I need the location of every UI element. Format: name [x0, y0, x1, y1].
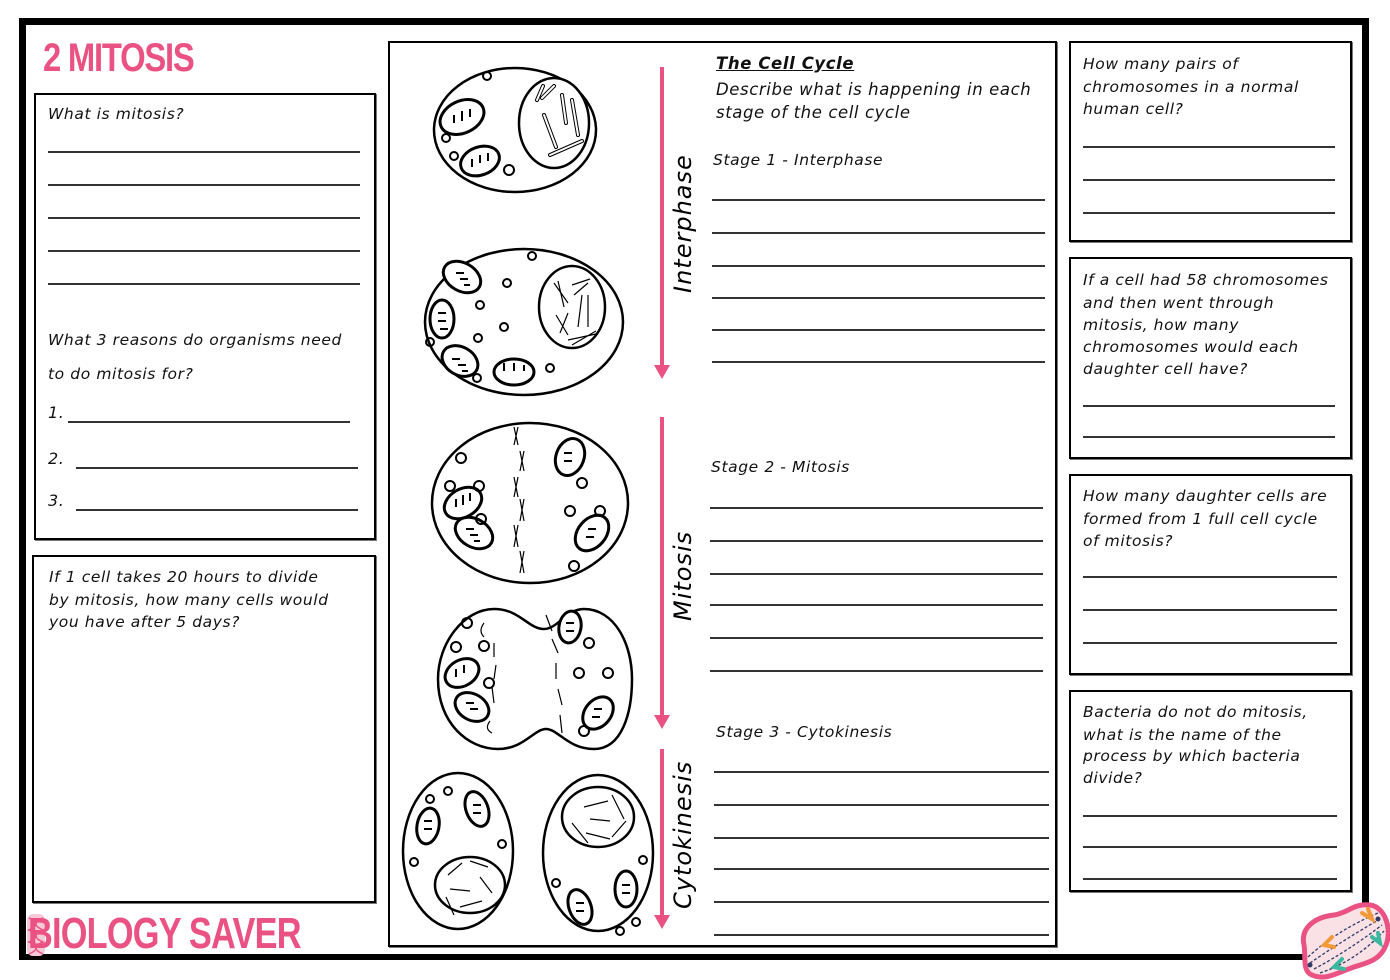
question-what-is-mitosis: What is mitosis? — [48, 105, 185, 123]
stage-2-label: Stage 2 - Mitosis — [711, 458, 850, 476]
answer-line[interactable] — [1083, 146, 1335, 148]
chromosome-count-box — [1069, 257, 1352, 459]
telophase-cell-diagram — [434, 603, 634, 753]
question-line: human cell? — [1083, 100, 1184, 118]
stage-3-answer-line[interactable] — [714, 934, 1049, 936]
reason-number-3: 3. — [48, 491, 65, 510]
problem-line-3: you have after 5 days? — [49, 613, 241, 631]
stage-1-answer-line[interactable] — [712, 265, 1045, 267]
question-line: and then went through — [1083, 294, 1275, 312]
question-line: mitosis, how many — [1083, 316, 1239, 334]
stage-1-answer-line[interactable] — [712, 329, 1045, 331]
stage-3-answer-line[interactable] — [714, 901, 1049, 903]
problem-line-2: by mitosis, how many cells would — [49, 591, 329, 609]
question-line: How many pairs of — [1083, 55, 1239, 73]
cell-cycle-box — [388, 41, 1057, 947]
stage-1-answer-line[interactable] — [712, 232, 1045, 234]
stage-1-answer-line[interactable] — [712, 361, 1045, 363]
answer-line[interactable] — [48, 283, 360, 285]
stage-3-answer-line[interactable] — [714, 804, 1049, 806]
stage-2-answer-line[interactable] — [710, 507, 1043, 509]
question-line: Bacteria do not do mitosis, — [1083, 703, 1308, 721]
question-reasons-line1: What 3 reasons do organisms need — [48, 331, 342, 349]
question-line: chromosomes in a normal — [1083, 78, 1299, 96]
stage-2-answer-line[interactable] — [710, 670, 1043, 672]
answer-line[interactable] — [1083, 878, 1337, 880]
answer-line[interactable] — [1083, 436, 1335, 438]
stage-2-answer-line[interactable] — [710, 573, 1043, 575]
reason-number-2: 2. — [48, 449, 65, 468]
answer-line[interactable] — [48, 184, 360, 186]
interphase-arrow — [660, 67, 664, 367]
cell-division-problem-box — [32, 555, 376, 903]
answer-line[interactable] — [1083, 815, 1337, 817]
stage-3-label: Stage 3 - Cytokinesis — [716, 723, 893, 741]
question-line: daughter cell have? — [1083, 360, 1248, 378]
answer-line[interactable] — [1083, 179, 1335, 181]
stage-1-answer-line[interactable] — [712, 297, 1045, 299]
cytokinesis-arrow — [660, 749, 664, 917]
stage-1-answer-line[interactable] — [712, 199, 1045, 201]
chromosome-pairs-box — [1069, 41, 1352, 242]
brand-wordmark: BIOLOGY SAVER — [28, 909, 301, 958]
reason-answer-line-1[interactable] — [68, 421, 350, 423]
daughter-cell-2-diagram — [540, 771, 660, 936]
stage-2-answer-line[interactable] — [710, 540, 1043, 542]
question-line: of mitosis? — [1083, 532, 1174, 550]
question-line: chromosomes would each — [1083, 338, 1299, 356]
mitosis-arrow — [660, 417, 664, 717]
question-line: divide? — [1083, 769, 1143, 787]
question-line: How many daughter cells are — [1083, 487, 1328, 505]
question-line: process by which bacteria — [1083, 747, 1301, 765]
mitosis-label: Mitosis — [669, 530, 697, 621]
stage-1-label: Stage 1 - Interphase — [713, 151, 884, 169]
answer-line[interactable] — [1083, 212, 1335, 214]
page-title: 2 MITOSIS — [43, 36, 194, 80]
question-line: formed from 1 full cell cycle — [1083, 510, 1318, 528]
question-line: what is the name of the — [1083, 726, 1282, 744]
problem-line-1: If 1 cell takes 20 hours to divide — [49, 568, 319, 586]
stage-3-answer-line[interactable] — [714, 868, 1049, 870]
question-line: If a cell had 58 chromosomes — [1083, 271, 1329, 289]
stage-3-answer-line[interactable] — [714, 771, 1049, 773]
answer-line[interactable] — [48, 217, 360, 219]
answer-area[interactable] — [44, 647, 364, 891]
dividing-cell-icon — [1296, 901, 1388, 980]
stage-2-answer-line[interactable] — [710, 604, 1043, 606]
interphase-label: Interphase — [669, 154, 697, 293]
interphase-cell-1-diagram — [432, 65, 602, 195]
reason-number-1: 1. — [48, 403, 65, 422]
daughter-cells-box — [1069, 474, 1352, 675]
answer-line[interactable] — [1083, 405, 1335, 407]
reason-answer-line-2[interactable] — [76, 467, 358, 469]
answer-line[interactable] — [1083, 642, 1337, 644]
answer-line[interactable] — [1083, 846, 1337, 848]
reason-answer-line-3[interactable] — [76, 509, 358, 511]
answer-line[interactable] — [48, 250, 360, 252]
instructions-line-2: stage of the cell cycle — [716, 103, 911, 122]
question-reasons-line2: to do mitosis for? — [48, 365, 194, 383]
metaphase-cell-diagram — [430, 421, 630, 586]
stage-3-answer-line[interactable] — [714, 837, 1049, 839]
bacteria-division-box — [1069, 690, 1352, 892]
answer-line[interactable] — [1083, 609, 1337, 611]
instructions-line-1: Describe what is happening in each — [716, 80, 1032, 99]
daughter-cell-1-diagram — [400, 769, 520, 934]
stage-2-answer-line[interactable] — [710, 637, 1043, 639]
answer-line[interactable] — [1083, 576, 1337, 578]
interphase-cell-2-diagram — [422, 245, 627, 400]
cell-cycle-heading: The Cell Cycle — [716, 54, 855, 73]
answer-line[interactable] — [48, 151, 360, 153]
what-is-mitosis-box — [34, 93, 376, 540]
cytokinesis-label: Cytokinesis — [669, 760, 697, 909]
